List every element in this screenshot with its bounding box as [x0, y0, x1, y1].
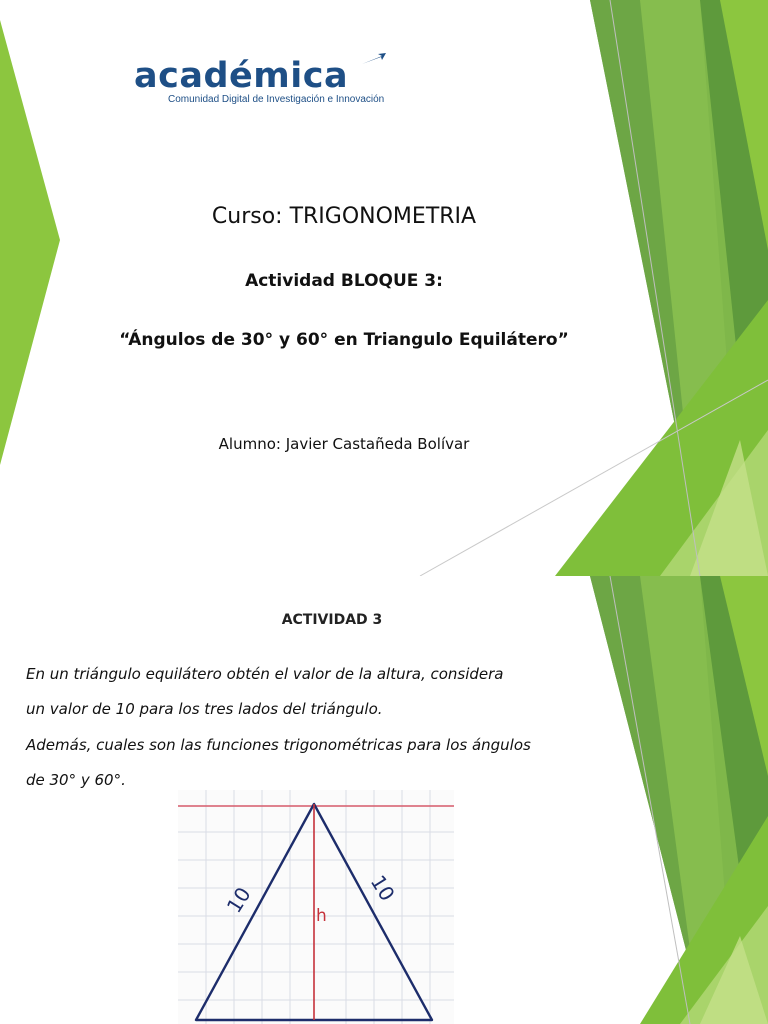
problem-line: de 30° y 60°. — [26, 771, 126, 789]
problem-line: un valor de 10 para los tres lados del triángulo. — [26, 700, 383, 718]
right-side-label: 10 — [365, 870, 400, 906]
height-label: h — [316, 906, 327, 926]
course-title: Curso: TRIGONOMETRIA — [211, 204, 477, 229]
activity-heading: ACTIVIDAD 3 — [281, 612, 383, 628]
activity-title: Actividad BLOQUE 3: — [245, 271, 443, 291]
academica-logo — [134, 56, 396, 114]
problem-line: En un triángulo equilátero obtén el valor de la altura, considera — [26, 665, 504, 683]
left-side-label: 10 — [221, 882, 256, 918]
logo-arrow-icon — [360, 52, 388, 66]
topic-title: “Ángulos de 30° y 60° en Triangulo Equilátero” — [119, 330, 569, 350]
logo-tagline: Comunidad Digital de Investigación e Innovación — [168, 94, 385, 105]
student-name: Alumno: Javier Castañeda Bolívar — [218, 435, 470, 453]
activity-slide — [0, 576, 768, 1024]
problem-line: Además, cuales son las funciones trigonométricas para los ángulos — [26, 736, 531, 754]
logo-wordmark: académica — [134, 56, 349, 96]
